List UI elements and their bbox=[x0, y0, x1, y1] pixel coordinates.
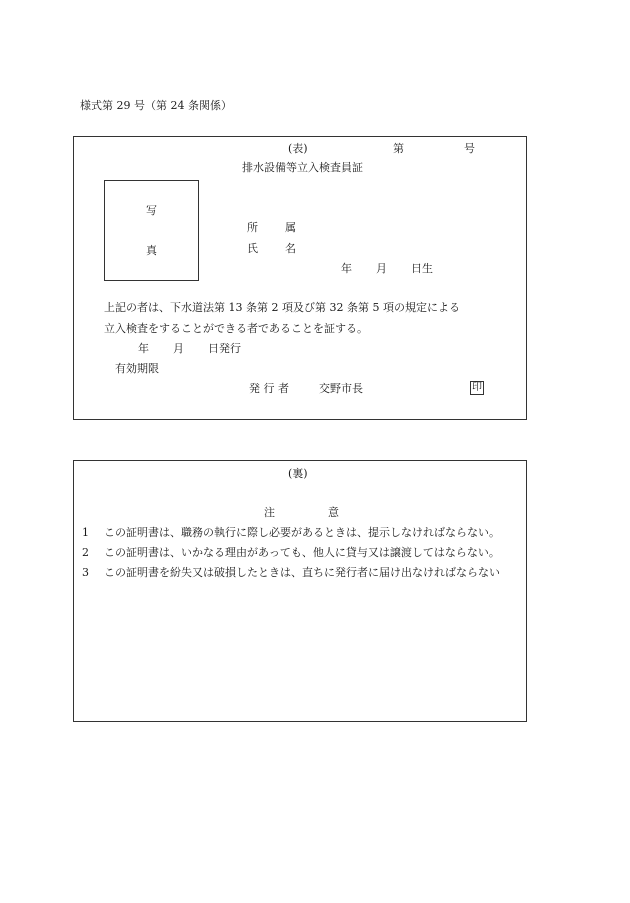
issue-month-label: 月 bbox=[173, 342, 184, 355]
back-card bbox=[73, 460, 527, 722]
note-text: この証明書は、職務の執行に際し必要があるときは、提示しなければならない。 bbox=[104, 526, 500, 539]
back-side-label: (裏) bbox=[288, 467, 308, 480]
statement-line: 立入検査をすることができる者であることを証する。 bbox=[104, 322, 368, 335]
issuer-name: 交野市長 bbox=[319, 382, 363, 395]
birth-year-label: 年 bbox=[341, 262, 352, 275]
birth-day-label: 日生 bbox=[411, 262, 433, 275]
front-card bbox=[73, 136, 527, 420]
form-number: 様式第 29 号（第 24 条関係） bbox=[80, 99, 232, 112]
note-text: この証明書を紛失又は破損したときは、直ちに発行者に届け出なければならない bbox=[104, 566, 500, 579]
front-side-label: (表) bbox=[288, 142, 308, 155]
issue-day-label: 日発行 bbox=[208, 342, 241, 355]
seal-mark: 印 bbox=[472, 382, 482, 393]
issue-year-label: 年 bbox=[138, 342, 149, 355]
number-suffix: 号 bbox=[464, 142, 475, 155]
card-title: 排水設備等立入検査員証 bbox=[242, 161, 363, 174]
notes-heading-char: 意 bbox=[328, 506, 339, 519]
note-number: 1 bbox=[82, 526, 89, 539]
photo-label-char: 写 bbox=[146, 204, 157, 217]
statement-line: 上記の者は、下水道法第 13 条第 2 項及び第 32 条第 5 項の規定による bbox=[104, 301, 460, 314]
photo-label-char: 真 bbox=[146, 244, 157, 257]
notes-heading-char: 注 bbox=[264, 506, 275, 519]
number-prefix: 第 bbox=[393, 142, 404, 155]
photo-frame bbox=[104, 180, 199, 281]
note-number: 2 bbox=[82, 546, 89, 559]
note-text: この証明書は、いかなる理由があっても、他人に貸与又は譲渡してはならない。 bbox=[104, 546, 500, 559]
name-label-char: 氏 bbox=[247, 242, 258, 255]
affiliation-label-char: 属 bbox=[285, 221, 296, 234]
affiliation-label-char: 所 bbox=[247, 221, 258, 234]
birth-month-label: 月 bbox=[376, 262, 387, 275]
name-label-char: 名 bbox=[285, 242, 296, 255]
note-number: 3 bbox=[82, 566, 89, 579]
issuer-label: 発 行 者 bbox=[249, 382, 289, 395]
validity-label: 有効期限 bbox=[115, 362, 159, 375]
